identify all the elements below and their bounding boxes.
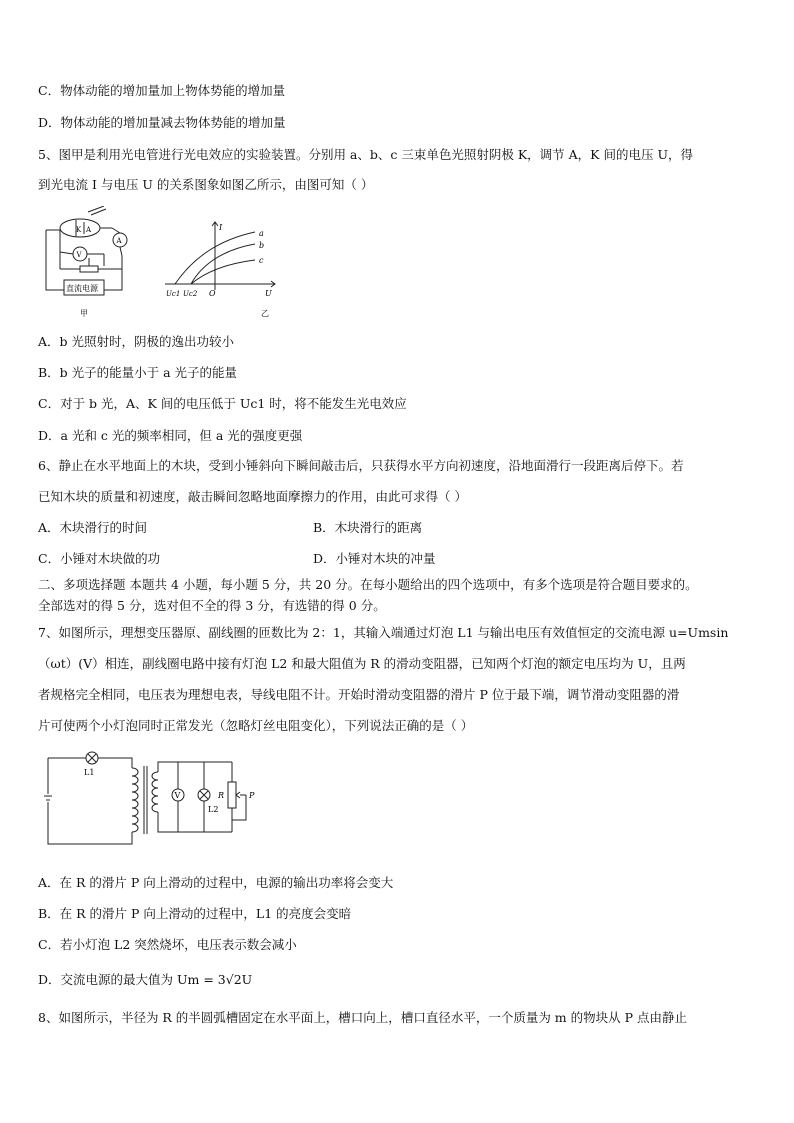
axis-i-label: I	[219, 223, 223, 232]
section2-line1: 二、多项选择题 本题共 4 小题，每小题 5 分，共 20 分。在每小题给出的四个选项中，有多个选项是符合题目要求的。	[38, 577, 698, 592]
q6-option-c: C．小锤对木块做的功	[38, 551, 161, 566]
figure-jia-caption: 甲	[80, 309, 88, 318]
axis-u-label: U	[265, 289, 272, 298]
uc2-label: Uc2	[183, 290, 198, 298]
q5-option-c: C．对于 b 光，A、K 间的电压低于 Uc1 时，将不能发生光电效应	[38, 396, 407, 411]
q7-option-b: B．在 R 的滑片 P 向上滑动的过程中，L1 的亮度会变暗	[38, 906, 352, 921]
curve-b-label: b	[259, 241, 265, 250]
voltmeter-label: V	[76, 251, 82, 259]
section2-line2: 全部选对的得 5 分，选对但不全的得 3 分，有选错的得 0 分。	[38, 598, 386, 613]
ammeter-label: A	[116, 237, 122, 245]
power-supply-label: 直流电源	[66, 284, 98, 293]
q4-option-d: D．物体动能的增加量减去物体势能的增加量	[38, 115, 286, 130]
q7-stem-line4: 片可使两个小灯泡同时正常发光（忽略灯丝电阻变化），下列说法正确的是（ ）	[38, 718, 474, 733]
voltmeter-v-label: V	[174, 791, 181, 800]
slider-p-label: P	[249, 791, 255, 800]
tube-k-label: K	[76, 226, 82, 234]
resistor-r-label: R	[218, 791, 225, 800]
figure-yi-caption: 乙	[261, 309, 269, 318]
q5-option-a: A．b 光照射时，阴极的逸出功较小	[38, 334, 235, 349]
q5-option-b: B．b 光子的能量小于 a 光子的能量	[38, 365, 238, 380]
q6-stem-line2: 已知木块的质量和初速度，敲击瞬间忽略地面摩擦力的作用，由此可求得（ ）	[38, 489, 467, 504]
q6-option-a: A．木块滑行的时间	[38, 520, 148, 535]
curve-b	[191, 244, 255, 284]
curve-c-label: c	[259, 256, 264, 265]
q7-option-a: A．在 R 的滑片 P 向上滑动的过程中，电源的输出功率将会变大	[38, 875, 394, 890]
l1-label: L1	[84, 768, 95, 777]
q7-stem-line2: （ωt）(V）相连，副线圈电路中接有灯泡 L2 和最大阻值为 R 的滑动变阻器，已知两个灯泡的额定电压均为 U，且两	[38, 656, 686, 671]
tube-a-label: A	[86, 226, 92, 234]
q7-transformer-figure	[42, 748, 274, 854]
curve-c	[191, 260, 255, 284]
l2-label: L2	[208, 805, 219, 814]
q7-option-c: C．若小灯泡 L2 突然烧坏，电压表示数会减小	[38, 937, 297, 952]
uc1-label: Uc1	[166, 290, 181, 298]
q6-option-b: B．木块滑行的距离	[313, 520, 423, 535]
q5-stem-line2: 到光电流 I 与电压 U 的关系图象如图乙所示，由图可知（ ）	[38, 177, 374, 192]
q6-stem-line1: 6、静止在水平地面上的木块，受到小锤斜向下瞬间敲击后，只获得水平方向初速度，沿地面滑行一段距离后停下。若	[38, 458, 684, 473]
q7-option-d: D．交流电源的最大值为 Um = 3√2U	[38, 972, 253, 987]
origin-label: O	[209, 289, 216, 298]
q5-figure-jia	[40, 206, 140, 318]
q6-option-d: D．小锤对木块的冲量	[313, 551, 436, 566]
q4-option-c: C．物体动能的增加量加上物体势能的增加量	[38, 83, 286, 98]
q5-option-d: D．a 光和 c 光的频率相同，但 a 光的强度更强	[38, 428, 303, 443]
q5-stem-line1: 5、图甲是利用光电管进行光电效应的实验装置。分别用 a、b、c 三束单色光照射阴极 K，调节 A，K 间的电压 U，得	[38, 147, 693, 162]
q7-stem-line3: 者规格完全相同，电压表为理想电表，导线电阻不计。开始时滑动变阻器的滑片 P 位于最下端，调节滑动变阻器的滑	[38, 687, 680, 702]
curve-a-label: a	[259, 229, 264, 238]
q7-stem-line1: 7、如图所示，理想变压器原、副线圈的匝数比为 2：1，其输入端通过灯泡 L1 与输出电压有效值恒定的交流电源 u=Umsin	[38, 625, 729, 640]
q5-figure-yi	[163, 218, 281, 320]
q8-stem-line1: 8、如图所示，半径为 R 的半圆弧槽固定在水平面上，槽口向上，槽口直径水平，一个质量为 m 的物块从 P 点由静止	[38, 1010, 687, 1025]
